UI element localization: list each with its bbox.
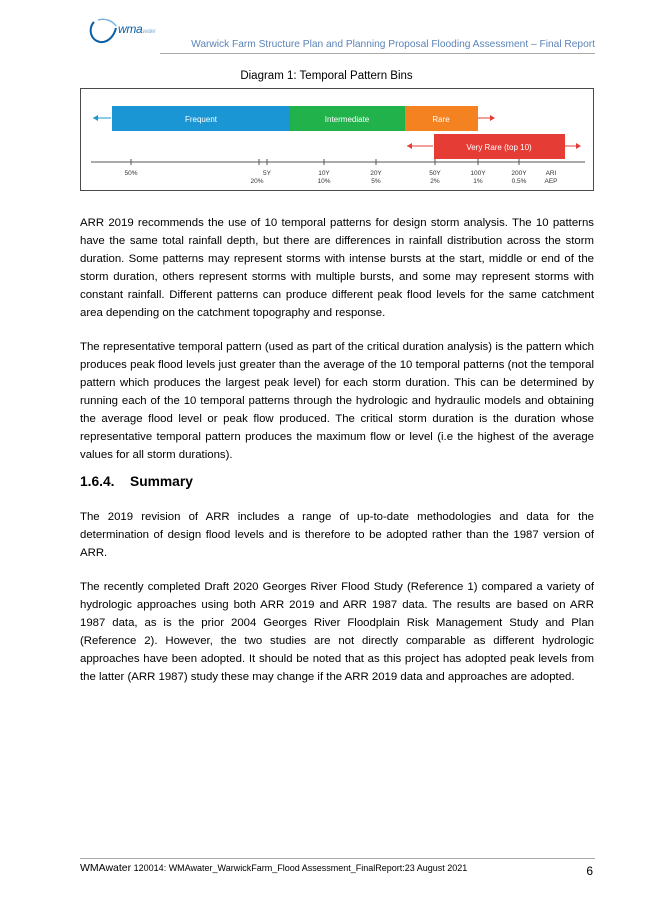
paragraph-representative-pattern: The representative temporal pattern (used as part of the critical duration analysis) is the pattern which produces peak flood levels just greater than the average of the 10 temporal patterns (not the temporal pattern which produces the largest peak level) for each storm duration. This can be determined by running each of the 10 temporal patterns through the hydrologic and hydraulic models and obtaining the average flood level or peak flow produced. The critical storm duration is the duration whose representative temporal pattern produces the maximum flow or level (i.e the highest of the average values for all storm durations). — [80, 341, 594, 461]
bin-rare-label: Rare — [432, 115, 450, 124]
tick-label-10pct: 10% — [317, 178, 331, 185]
tick-label-5pct: 5% — [371, 178, 381, 185]
section-heading — [80, 474, 193, 489]
paragraph-temporal-patterns: ARR 2019 recommends the use of 10 temporal patterns for design storm analysis. The 10 patterns have the same total rainfall depth, but there are differences in rainfall distribution across the storm duration. Some patterns may represent storms with intense bursts at the start, middle or end of the storm duration, others represent storms with multiple bursts, and some may represent storms with constant rainfall. Different patterns can produce different peak flood levels for the same catchment area depending on the catchment topography and response. — [80, 217, 594, 319]
temporal-pattern-diagram — [80, 88, 594, 191]
tick-label-ari: ARI — [545, 170, 557, 177]
vr-right-arrow-head — [576, 143, 581, 149]
tick-label-10y: 10Y — [318, 170, 330, 177]
bin-very-rare-label: Very Rare (top 10) — [466, 143, 532, 152]
tick-label-50pct: 50% — [124, 170, 138, 177]
tick-label-05pct: 0.5% — [511, 178, 527, 185]
footer-rule — [80, 858, 595, 859]
logo-wordmark — [118, 22, 156, 36]
paragraph-summary-flood-study: The recently completed Draft 2020 Georges River Flood Study (Reference 1) compared a variety of hydrologic approaches using both ARR 2019 and ARR 1987 data. The results are based on ARR 1987 data, as is the prior 2004 Georges River Floodplain Risk Management Study and Plan (Reference 2). However, the two studies are not directly comparable as different hydrologic approaches have been adopted. It should be noted that as this project has adopted peak levels from the latter (ARR 1987) study these may change if the ARR 2019 data and approaches are adopted. — [80, 581, 594, 683]
header-rule — [160, 53, 595, 54]
tick-label-5y: 5Y — [263, 170, 271, 177]
tick-label-200y: 200Y — [511, 170, 527, 177]
tick-label-2pct: 2% — [430, 178, 440, 185]
tick-label-100y: 100Y — [470, 170, 486, 177]
footer-text — [80, 862, 467, 874]
footer-reference: 120014: WMAwater_WarwickFarm_Flood Assessment_FinalReport:23 August 2021 — [131, 863, 468, 873]
diagram-caption: Diagram 1: Temporal Pattern Bins — [240, 70, 413, 82]
logo-sub: water — [142, 29, 156, 35]
bin-frequent-label: Frequent — [184, 115, 218, 124]
section-number: 1.6.4. — [80, 474, 115, 489]
logo-text: wma — [118, 22, 143, 36]
tick-label-20y: 20Y — [370, 170, 382, 177]
tick-label-1pct: 1% — [473, 178, 483, 185]
tick-label-20pct: 20% — [250, 178, 264, 185]
paragraph-summary-revision: The 2019 revision of ARR includes a range of up-to-date methodologies and data for the determination of design flood levels and is therefore to be adopted rather than the 1987 version of ARR. — [80, 511, 594, 559]
tick-label-50y: 50Y — [429, 170, 441, 177]
vr-left-arrow-head — [407, 143, 412, 149]
header-title: Warwick Farm Structure Plan and Planning Proposal Flooding Assessment – Final Report — [191, 39, 595, 50]
left-arrow-head — [93, 115, 98, 121]
tick-label-aep: AEP — [544, 178, 558, 185]
rare-right-arrow-head — [490, 115, 495, 121]
section-title: Summary — [130, 474, 193, 489]
footer-brand: WMAwater — [80, 862, 132, 874]
bin-intermediate-label: Intermediate — [324, 115, 370, 124]
page-number: 6 — [586, 864, 593, 878]
